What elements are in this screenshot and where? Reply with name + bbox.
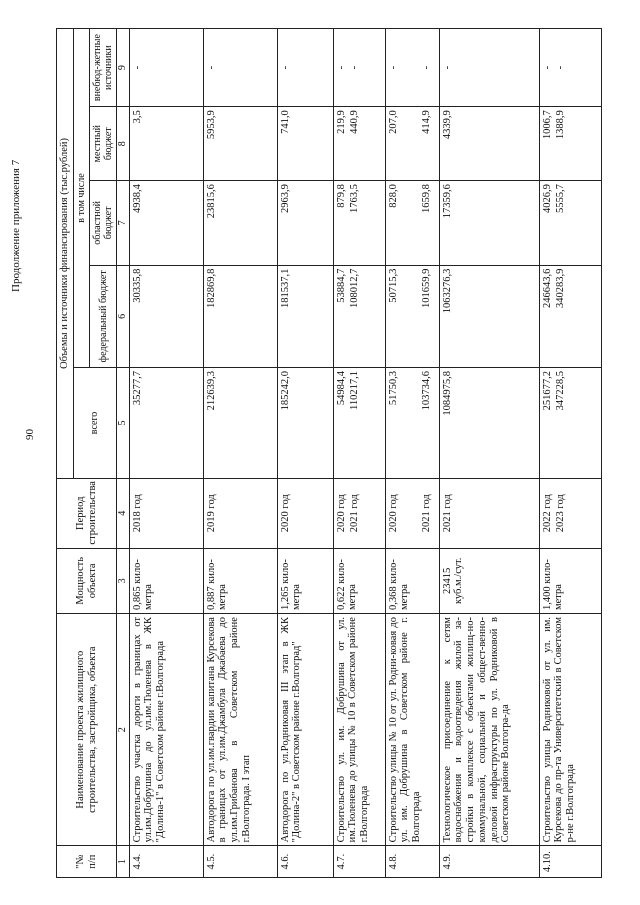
local-value [539,107,601,181]
period-year: 2021 год [348,494,360,533]
column-index: 4 [117,478,129,548]
value-line: 251677,2 [541,371,553,411]
period-year: 2020 год [387,494,399,533]
offbudget-value [385,29,439,107]
column-index: 5 [117,368,129,479]
value-line: - [420,65,432,70]
header-local: местный бюджет [89,107,116,181]
row-number: 4.4. [129,846,203,878]
table-row [203,29,277,878]
table-row [539,29,601,878]
build-period [333,478,385,548]
header-name: Наименование проекта жилищного строительства, застройщика, объекта [57,614,117,846]
value-line: 50715,3 [387,268,399,303]
regional-value [333,181,385,265]
row-number: 4.5. [203,846,277,878]
column-index: 9 [117,29,129,107]
total-value: 1084975,8 [439,368,539,479]
value-line: 347228,5 [554,371,566,411]
object-capacity: 1,265 кило-метра [277,548,333,613]
regional-value [385,181,439,265]
object-name: Автодорога по ул.Родниковая III этап в ЖК "Долина-2" в Советском районе г.Волгоград" [277,614,333,846]
regional-value: 2963,9 [277,181,333,265]
header-offbudget: внебюд-жетные источники [89,29,116,107]
value-line: 879,8 [335,184,347,208]
value-line: - [348,65,360,70]
federal-value: 182869,8 [203,265,277,367]
period-year: 2023 год [554,494,566,533]
build-period: 2019 год [203,478,277,548]
header-regional: областной бюджет [89,181,116,265]
total-value [539,368,601,479]
value-line: 54984,4 [335,371,347,406]
regional-value: 4938,4 [129,181,203,265]
federal-value: 1063276,3 [439,265,539,367]
value-line: 246643,6 [541,268,553,308]
header-in-that: в том числе [73,29,89,368]
build-period: 2018 год [129,478,203,548]
row-number: 4.9. [439,846,539,878]
object-capacity: 0,887 кило-метра [203,548,277,613]
offbudget-value: - [129,29,203,107]
value-line: - [554,65,566,70]
offbudget-value: - [203,29,277,107]
build-period [385,478,439,548]
table-row [439,29,539,878]
regional-value: 17359,6 [439,181,539,265]
value-line: 828,0 [387,184,399,208]
value-line: 1763,5 [348,184,360,214]
period-year: 2021 год [420,494,432,533]
table-row [277,29,333,878]
offbudget-value [539,29,601,107]
value-line: 53884,7 [335,268,347,303]
object-name: Строительство улицы № 10 от ул. Родни-ковая до ул. им. Добрушина в Советском районе г. Волгограда [385,614,439,846]
regional-value: 23815,6 [203,181,277,265]
value-line: 440,9 [348,110,360,134]
header-capacity: Мощность объекта [57,548,117,613]
object-capacity: 0,622 кило-метра [333,548,385,613]
row-number: 4.7. [333,846,385,878]
offbudget-value: - [277,29,333,107]
federal-value: 181537,1 [277,265,333,367]
object-capacity: 0,368 кило-метра [385,548,439,613]
local-value: 741,0 [277,107,333,181]
page-number: 90 [24,429,36,440]
federal-value: 30335,8 [129,265,203,367]
object-capacity: 1,400 кило-метра [539,548,601,613]
column-index: 3 [117,548,129,613]
total-value: 35277,7 [129,368,203,479]
value-line: 51750,3 [387,371,399,406]
object-capacity: 23415 куб.м./сут. [439,548,539,613]
column-index: 8 [117,107,129,181]
column-index: 2 [117,614,129,846]
federal-value [333,265,385,367]
value-line: 414,9 [420,110,432,134]
value-line: 108012,7 [348,268,360,308]
object-name: Автодорога по ул.им.гвардии капитана Курсекова в границах от ул.им.Джамбула Джабаева до ул.им.Грибанова в Советском районе г.Волгограда. I этап [203,614,277,846]
value-line: 207,0 [387,110,399,134]
total-value [385,368,439,479]
object-name: Строительство улицы Родниковой от ул. им. Курсекова до пр-та Университетский в Советском р-не г.Волгограда [539,614,601,846]
value-line: 4026,9 [541,184,553,214]
object-name: Строительство ул. им. Добрушина от ул. им.Тюленева до улицы № 10 в Советском районе г.Волгограда [333,614,385,846]
value-line: - [541,65,553,70]
column-index: 6 [117,265,129,367]
value-line: 110217,1 [348,371,360,411]
local-value: 4339,9 [439,107,539,181]
table-row [129,29,203,878]
value-line: 1388,9 [554,110,566,140]
build-period: 2021 год [439,478,539,548]
local-value [333,107,385,181]
value-line: 340283,9 [554,268,566,308]
federal-value [539,265,601,367]
column-index: 7 [117,181,129,265]
value-line: 101659,9 [420,268,432,308]
value-line: 1659,8 [420,184,432,214]
header-financing: Объемы и источники финансирования (тыс.рублей) [57,29,74,479]
offbudget-value [333,29,385,107]
federal-value [385,265,439,367]
object-name: Технологическое присоединение к сетям водоснабжения и водоотведения жилой за-стройки в комплексе с объектами жилищ-но-коммунальной, социальной и общест-венно-деловой инфраструктуры по ул. Родниковой в Советском районе Волгогра-да [439,614,539,846]
offbudget-value: - [439,29,539,107]
value-line: 219,9 [335,110,347,134]
row-number: 4.6. [277,846,333,878]
object-capacity: 0,865 кило-метра [129,548,203,613]
regional-value [539,181,601,265]
financing-table [56,28,602,878]
period-year: 2022 год [541,494,553,533]
header-no: "№ п/п [57,846,117,878]
local-value: 3,5 [129,107,203,181]
value-line: 1006,7 [541,110,553,140]
period-year: 2020 год [335,494,347,533]
value-line: 103734,6 [420,371,432,411]
object-name: Строительство участка дороги в границах от ул.им.Добрушина до ул.им.Тюленева в ЖК "Долина-1" в Советском районе г.Волгограда [129,614,203,846]
build-period: 2020 год [277,478,333,548]
total-value [333,368,385,479]
header-period: Период строительства [57,478,117,548]
total-value: 212639,3 [203,368,277,479]
table-row [333,29,385,878]
build-period [539,478,601,548]
value-line: 5555,7 [554,184,566,214]
header-total: всего [73,368,117,479]
column-index-row [117,29,129,878]
value-line: - [335,65,347,70]
local-value [385,107,439,181]
total-value: 185242,0 [277,368,333,479]
row-number: 4.8. [385,846,439,878]
header-federal: федеральный бюджет [89,265,116,367]
table-rotated-wrapper [56,28,596,878]
column-index: 1 [117,846,129,878]
table-row [385,29,439,878]
local-value: 5953,9 [203,107,277,181]
continuation-title: Продолжение приложения 7 [10,159,22,292]
value-line: - [387,65,399,70]
row-number: 4.10. [539,846,601,878]
